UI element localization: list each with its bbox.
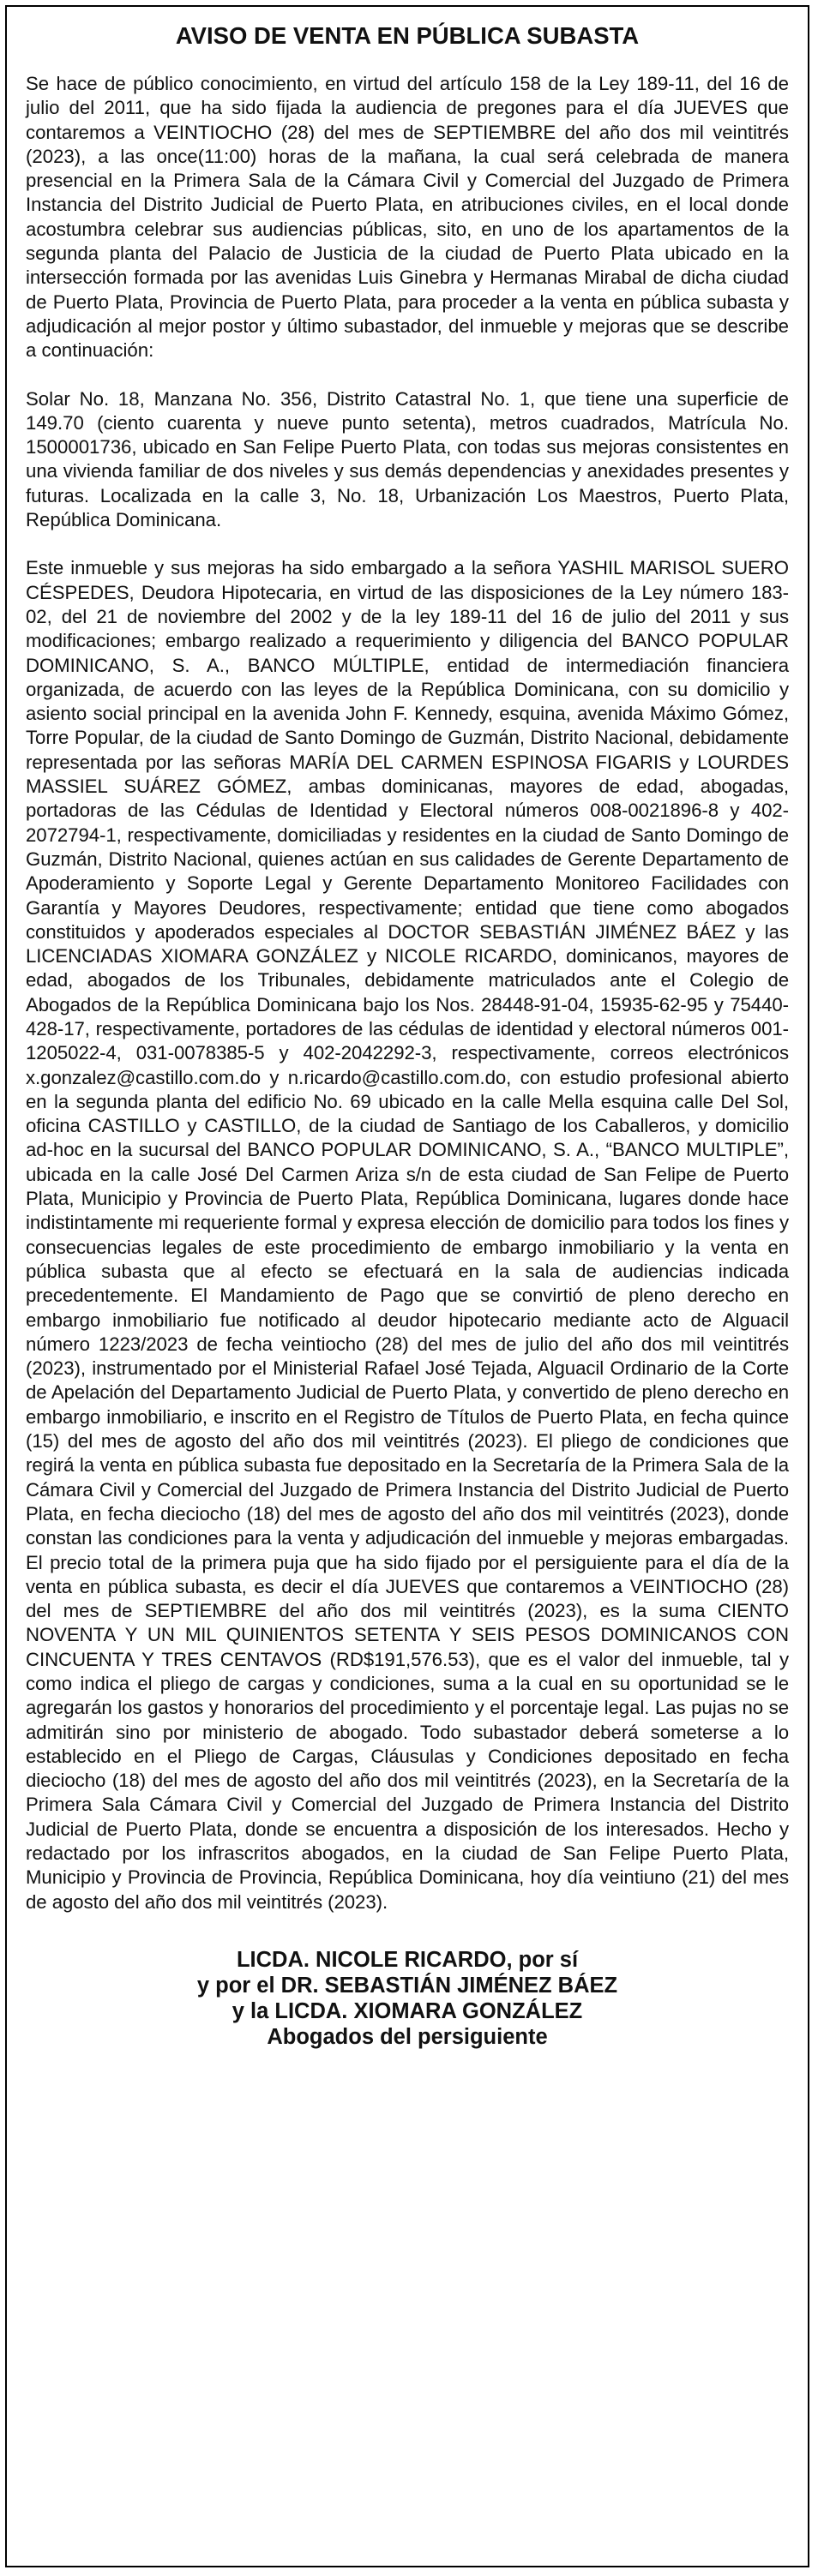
- notice-paragraph-property: Solar No. 18, Manzana No. 356, Distrito Catastral No. 1, que tiene una superficie de 149.70 (ciento cuarenta y nueve punto setenta), metros cuadrados, Matrícula No. 1500001736, ubicado en San Felipe Puerto Plata, con todas sus mejoras consistentes en una vivienda familiar de dos niveles y sus demás dependencias y anexidades presentes y futuras. Localizada en la calle 3, No. 18, Urbanización Los Maestros, Puerto Plata, República Dominicana.: [26, 387, 789, 531]
- signature-line: y por el DR. SEBASTIÁN JIMÉNEZ BÁEZ: [196, 1973, 618, 1998]
- notice-paragraph-hearing: Se hace de público conocimiento, en virtud del artículo 158 de la Ley 189-11, del 16 de julio del 2011, que ha sido fijada la audiencia de pregones para el día JUEVES que contaremos a VEINTIOCHO (28) del mes de SEPTIEMBRE del año dos mil veintitrés (2023), a las once(11:00) horas de la mañana, la cual será celebrada de manera presencial en la Primera Sala de la Cámara Civil y Comercial del Juzgado de Primera Instancia del Distrito Judicial de Puerto Plata, en atribuciones civiles, en el local donde acostumbra celebrar sus audiencias públicas, sito, en uno de los apartamentos de la segunda planta del Palacio de Justicia de la ciudad de Puerto Plata ubicado en la intersección formada por las avenidas Luis Ginebra y Hermanas Mirabal de dicha ciudad de Puerto Plata, Provincia de Puerto Plata, para proceder a la venta en pública subasta y adjudicación al mejor postor y último subastador, del inmueble y mejoras que se describe a continuación:: [26, 73, 789, 362]
- notice-paragraph-seizure: Este inmueble y sus mejoras ha sido embargado a la señora YASHIL MARISOL SUERO CÉSPEDES, Deudora Hipotecaria, en virtud de las disposiciones de la Ley número 183-02, del 21 de noviembre del 2002 y de la ley 189-11 del 16 de julio del 2011 y sus modificaciones; embargo realizado a requerimiento y diligencia del BANCO POPULAR DOMINICANO, S. A., BANCO MÚLTIPLE, entidad de intermediación financiera organizada, de acuerdo con las leyes de la República Dominicana, con su domicilio y asiento social principal en la avenida John F. Kennedy, esquina, avenida Máximo Gómez, Torre Popular, de la ciudad de Santo Domingo de Guzmán, Distrito Nacional, debidamente representada por las señoras MARÍA DEL CARMEN ESPINOSA FIGARIS y LOURDES MASSIEL SUÁREZ GÓMEZ, ambas dominicanas, mayores de edad, abogadas, portadoras de las Cédulas de Identidad y Electoral números 008-0021896-8 y 402-2072794-1, respectivamente, domiciliadas y residentes en la ciudad de Santo Domingo de Guzmán, Distrito Nacional, quienes actúan en sus calidades de Gerente Departamento de Apoderamiento y Soporte Legal y Gerente Departamento Monitoreo Facilidades con Garantía y Mayores Deudores, respectivamente; entidad que tiene como abogados constituidos y apoderados especiales al DOCTOR SEBASTIÁN JIMÉNEZ BÁEZ y las LICENCIADAS XIOMARA GONZÁLEZ y NICOLE RICARDO, dominicanos, mayores de edad, abogados de los Tribunales, debidamente matriculados ante el Colegio de Abogados de la República Dominicana bajo los Nos. 28448-91-04, 15935-62-95 y 75440-428-17, respectivamente, portadores de las cédulas de identidad y electoral números 001-1205022-4, 031-0078385-5 y 402-2042292-3, respectivamente, correos electrónicos x.gonzalez@castillo.com.do y n.ricardo@castillo.com.do, con estudio profesional abierto en la segunda planta del edificio No. 69 ubicado en la calle Mella esquina calle Del Sol, oficina CASTILLO y CASTILLO, de la ciudad de Santiago de los Caballeros, y domicilio ad-hoc en la sucursal del BANCO POPULAR DOMINICANO, S. A., “BANCO MULTIPLE”, ubicada en la calle José Del Carmen Ariza s/n de esta ciudad de San Felipe de Puerto Plata, Municipio y Provincia de Puerto Plata, República Dominicana, lugares donde hace indistintamente mi requeriente formal y expresa elección de domicilio para todos los fines y consecuencias legales de este procedimiento de embargo inmobiliario y la venta en pública subasta que al efecto se efectuará en la sala de audiencias indicada precedentemente. El Mandamiento de Pago que se convirtió de pleno derecho en embargo inmobiliario fue notificado al deudor hipotecario mediante acto de Alguacil número 1223/2023 de fecha veintiocho (28) del mes de julio del año dos mil veintitrés (2023), instrumentado por el Ministerial Rafael José Tejada, Alguacil Ordinario de la Corte de Apelación del Departamento Judicial de Puerto Plata, y convertido de pleno derecho en embargo inmobiliario, e inscrito en el Registro de Títulos de Puerto Plata, en fecha quince (15) del mes de agosto del año dos mil veintitrés (2023). El pliego de condiciones que regirá la venta en pública subasta fue depositado en la Secretaría de la Primera Sala de la Cámara Civil y Comercial del Juzgado de Primera Instancia del Distrito Judicial de Puerto Plata, en fecha dieciocho (18) del mes de agosto del año dos mil veintitrés (2023), donde constan las condiciones para la venta y adjudicación del inmueble y mejoras embargadas. El precio total de la primera puja que ha sido fijado por el persiguiente para el día de la venta en pública subasta, es decir el día JUEVES que contaremos a VEINTIOCHO (28) del mes de SEPTIEMBRE del año dos mil veintitrés (2023), es la suma CIENTO NOVENTA Y UN MIL QUINIENTOS SETENTA Y SEIS PESOS DOMINICANOS CON CINCUENTA Y TRES CENTAVOS (RD$191,576.53), que es el valor del inmueble, tal y como indica el pliego de cargas y condiciones, suma a la cual en su oportunidad se le agregarán los gastos y honorarios del procedimiento y el porcentaje legal. Las pujas no se admitirán sino por ministerio de abogado. Todo subastador deberá someterse a lo establecido en el Pliego de Cargas, Cláusulas y Condiciones depositado en fecha dieciocho (18) del mes de agosto del año dos mil veintitrés (2023), en la Secretaría de la Primera Sala Cámara Civil y Comercial del Juzgado de Primera Instancia del Distrito Judicial de Puerto Plata, donde se encuentra a disposición de los interesados. Hecho y redactado por los infrascritos abogados, en la ciudad de San Felipe Puerto Plata, Municipio y Provincia de Provincia, República Dominicana, hoy día veintiuno (21) del mes de agosto del año dos mil veintitrés (2023).: [26, 557, 789, 1913]
- signature-block: [26, 1947, 789, 2050]
- notice-title: AVISO DE VENTA EN PÚBLICA SUBASTA: [175, 22, 640, 49]
- sale-notice: [5, 5, 809, 2567]
- signature-line: LICDA. NICOLE RICARDO, por sí: [236, 1947, 579, 1972]
- signature-line: y la LICDA. XIOMARA GONZÁLEZ: [232, 1998, 583, 2023]
- signature-line: Abogados del persiguiente: [267, 2024, 548, 2049]
